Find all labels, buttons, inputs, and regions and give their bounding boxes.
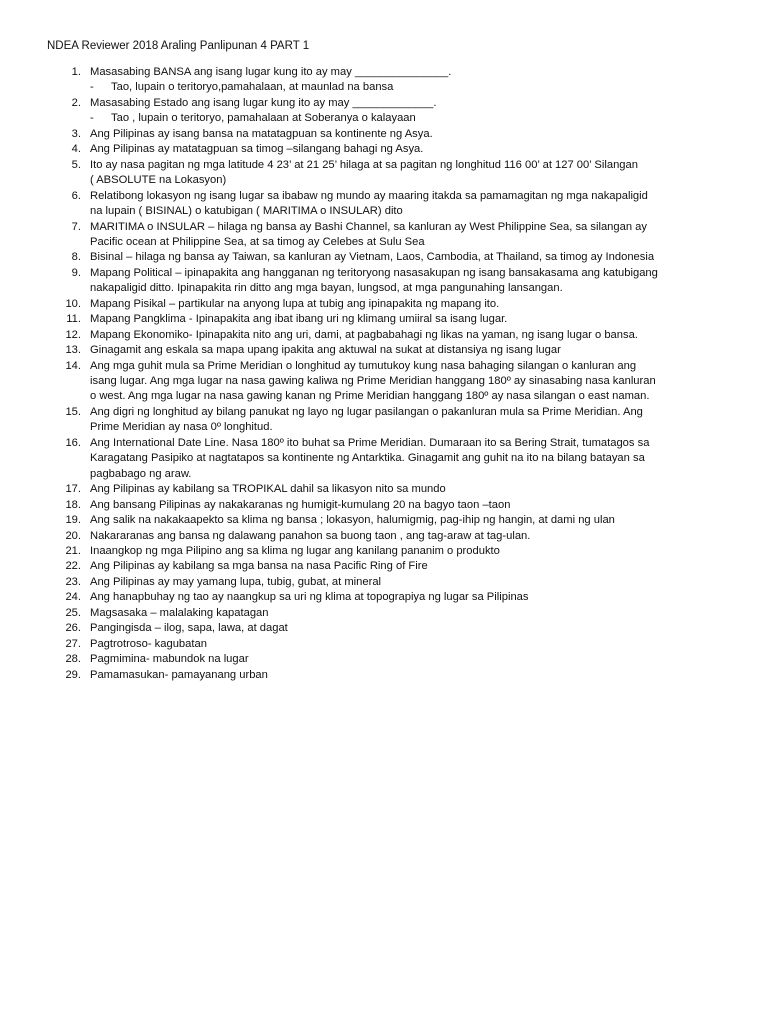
list-item-number: 1. xyxy=(71,66,81,78)
list-item-number: 29. xyxy=(65,668,81,681)
list-item-text: Nakararanas ang bansa ng dalawang panahon sa buong taon , ang tag-araw at tag-ulan. xyxy=(90,529,531,542)
list-item-text: Relatibong lokasyon ng isang lugar sa ibabaw ng mundo ay maaring itakda sa pamamagitan ng mga nakapaligid xyxy=(90,189,648,202)
list-item-text: Pamamasukan- pamayanang urban xyxy=(90,668,268,681)
list-item-text: o west. Ang mga lugar na nasa gawing kanan ng Prime Meridian hanggang 180º ay nasa silangan o east naman. xyxy=(90,390,650,403)
list-item-text: Bisinal – hilaga ng bansa ay Taiwan, sa kanluran ay Vietnam, Laos, Cambodia, at Thailand, sa timog ay Indonesia xyxy=(90,251,655,264)
list-item-text: Ang Pilipinas ay may yamang lupa, tubig, gubat, at mineral xyxy=(90,575,382,588)
list-item-text: Ang digri ng longhitud ay bilang panukat ng layo ng lugar pasilangan o pakanluran mula sa Prime Meridian. Ang xyxy=(90,405,643,418)
list-item-number: 26. xyxy=(65,622,81,635)
list-item-number: 3. xyxy=(71,127,81,140)
list-item-number: 19. xyxy=(65,514,81,527)
list-item-text: Ang salik na nakakaapekto sa klima ng bansa ; lokasyon, halumigmig, pag-ihip ng hangin, at dami ng ulan xyxy=(90,514,615,527)
list-item-text: pagbabago ng araw. xyxy=(90,467,192,480)
list-item-number: 24. xyxy=(65,591,81,604)
list-item-text: na lupain ( BISINAL) o katubigan ( MARITIMA o INSULAR) dito xyxy=(90,205,403,218)
list-item-number: 28. xyxy=(65,653,81,666)
list-item-text: Pagmimina- mabundok na lugar xyxy=(90,653,249,666)
list-item-text: Mapang Pangklima - Ipinapakita ang ibat ibang uri ng klimang umiiral sa isang lugar. xyxy=(90,313,508,326)
list-item-text: Ang hanapbuhay ng tao ay naangkup sa uri ng klima at topograpiya ng lugar sa Pilipinas xyxy=(90,591,529,604)
list-item-number: 13. xyxy=(65,344,81,357)
list-item-text: Ang Pilipinas ay isang bansa na matatagpuan sa kontinente ng Asya. xyxy=(90,127,433,140)
list-item-number: 17. xyxy=(65,483,81,496)
list-item-text: Karagatang Pasipiko at nagtatapos sa kontinente ng Antarktika. Ginagamit ang guhit na ito na bilang batayan sa xyxy=(90,452,645,465)
list-item-text: Ang Pilipinas ay kabilang sa TROPIKAL dahil sa likasyon nito sa mundo xyxy=(90,483,446,496)
list-item-text: Ginagamit ang eskala sa mapa upang ipakita ang aktuwal na sukat at distansiya ng isang lugar xyxy=(90,344,561,357)
sub-bullet-text: Tao, lupain o teritoryo,pamahalaan, at maunlad na bansa xyxy=(111,81,394,94)
list-item-number: 22. xyxy=(65,560,81,573)
list-item-number: 10. xyxy=(65,297,81,310)
list-item-text: Ang Pilipinas ay kabilang sa mga bansa na nasa Pacific Ring of Fire xyxy=(90,560,428,573)
list-item-number: 25. xyxy=(65,606,81,619)
list-item-text: isang lugar. Ang mga lugar na nasa gawing kaliwa ng Prime Meridian hanggang 180º ay sinasabing nasa kanluran xyxy=(90,375,656,387)
list-item-text: Pacific ocean at Philippine Sea, at sa timog ay Celebes at Sulu Sea xyxy=(90,235,425,248)
list-item-number: 14. xyxy=(65,359,81,372)
list-item-text: Ito ay nasa pagitan ng mga latitude 4 23’ at 21 25’ hilaga at sa pagitan ng longhitud 116 00’ at 127 00’ Silangan xyxy=(90,158,638,171)
list-item-text: Pagtrotroso- kagubatan xyxy=(90,637,207,650)
list-item-text: Mapang Ekonomiko- Ipinapakita nito ang uri, dami, at pagbabahagi ng likas na yaman, ng isang lugar o bansa. xyxy=(90,328,638,341)
list-item-text: Prime Meridian ay nasa 0º longhitud. xyxy=(90,421,273,434)
list-item-text: Ang bansang Pilipinas ay nakakaranas ng humigit-kumulang 20 na bagyo taon –taon xyxy=(90,498,511,511)
list-item-number: 27. xyxy=(65,637,81,650)
list-item-number: 7. xyxy=(71,220,81,233)
list-item-number: 4. xyxy=(71,143,81,156)
list-item-text: Masasabing Estado ang isang lugar kung ito ay may _____________. xyxy=(90,96,437,109)
list-item-text: ( ABSOLUTE na Lokasyon) xyxy=(90,174,227,187)
list-item-text: Pangingisda – ilog, sapa, lawa, at dagat xyxy=(90,622,288,635)
list-item-number: 11. xyxy=(66,313,81,326)
sub-bullet-text: Tao , lupain o teritoryo, pamahalaan at Soberanya o kalayaan xyxy=(111,112,416,125)
list-item-number: 12. xyxy=(65,328,81,341)
list-item-number: 15. xyxy=(65,405,81,418)
list-item-number: 16. xyxy=(65,436,81,449)
list-item-number: 9. xyxy=(71,266,81,279)
list-item-text: Mapang Political – ipinapakita ang hangganan ng teritoryong nasasakupan ng isang bansakasama ang katubigang xyxy=(90,266,658,279)
document-title: NDEA Reviewer 2018 Araling Panlipunan 4 PART 1 xyxy=(47,40,310,52)
list-item-number: 23. xyxy=(65,575,81,588)
sub-bullet-dash: - xyxy=(90,81,94,94)
list-item-number: 5. xyxy=(71,158,81,171)
list-item-text: Mapang Pisikal – partikular na anyong lupa at tubig ang ipinapakita ng mapang ito. xyxy=(90,297,500,310)
list-item-number: 6. xyxy=(71,189,81,202)
list-item-text: Ang Pilipinas ay matatagpuan sa timog –silangang bahagi ng Asya. xyxy=(90,143,424,156)
list-item-text: MARITIMA o INSULAR – hilaga ng bansa ay Bashi Channel, sa kanluran ay West Philippine Sea, sa silangan ay xyxy=(90,220,647,233)
list-item-text: Magsasaka – malalaking kapatagan xyxy=(90,606,269,619)
sub-bullet-dash: - xyxy=(90,112,94,125)
list-item-text: Masasabing BANSA ang isang lugar kung ito ay may _______________. xyxy=(90,66,452,78)
list-item-number: 8. xyxy=(71,251,81,264)
list-item-text: Ang mga guhit mula sa Prime Meridian o longhitud ay tumutukoy kung nasa bahaging silangan o kanluran ang xyxy=(90,359,637,372)
list-item-number: 21. xyxy=(65,544,81,557)
list-item-text: nakapaligid ditto. Ipinapakita rin ditto ang mga bayan, lungsod, at mga pangunahing lansangan. xyxy=(90,282,563,295)
list-item-number: 18. xyxy=(65,498,81,511)
list-item-text: Ang International Date Line. Nasa 180º ito buhat sa Prime Meridian. Dumaraan ito sa Bering Strait, tumatagos sa xyxy=(90,436,650,449)
list-item-number: 20. xyxy=(65,529,81,542)
list-item-text: Inaangkop ng mga Pilipino ang sa klima ng lugar ang kanilang pananim o produkto xyxy=(90,544,500,557)
list-item-number: 2. xyxy=(71,96,81,109)
